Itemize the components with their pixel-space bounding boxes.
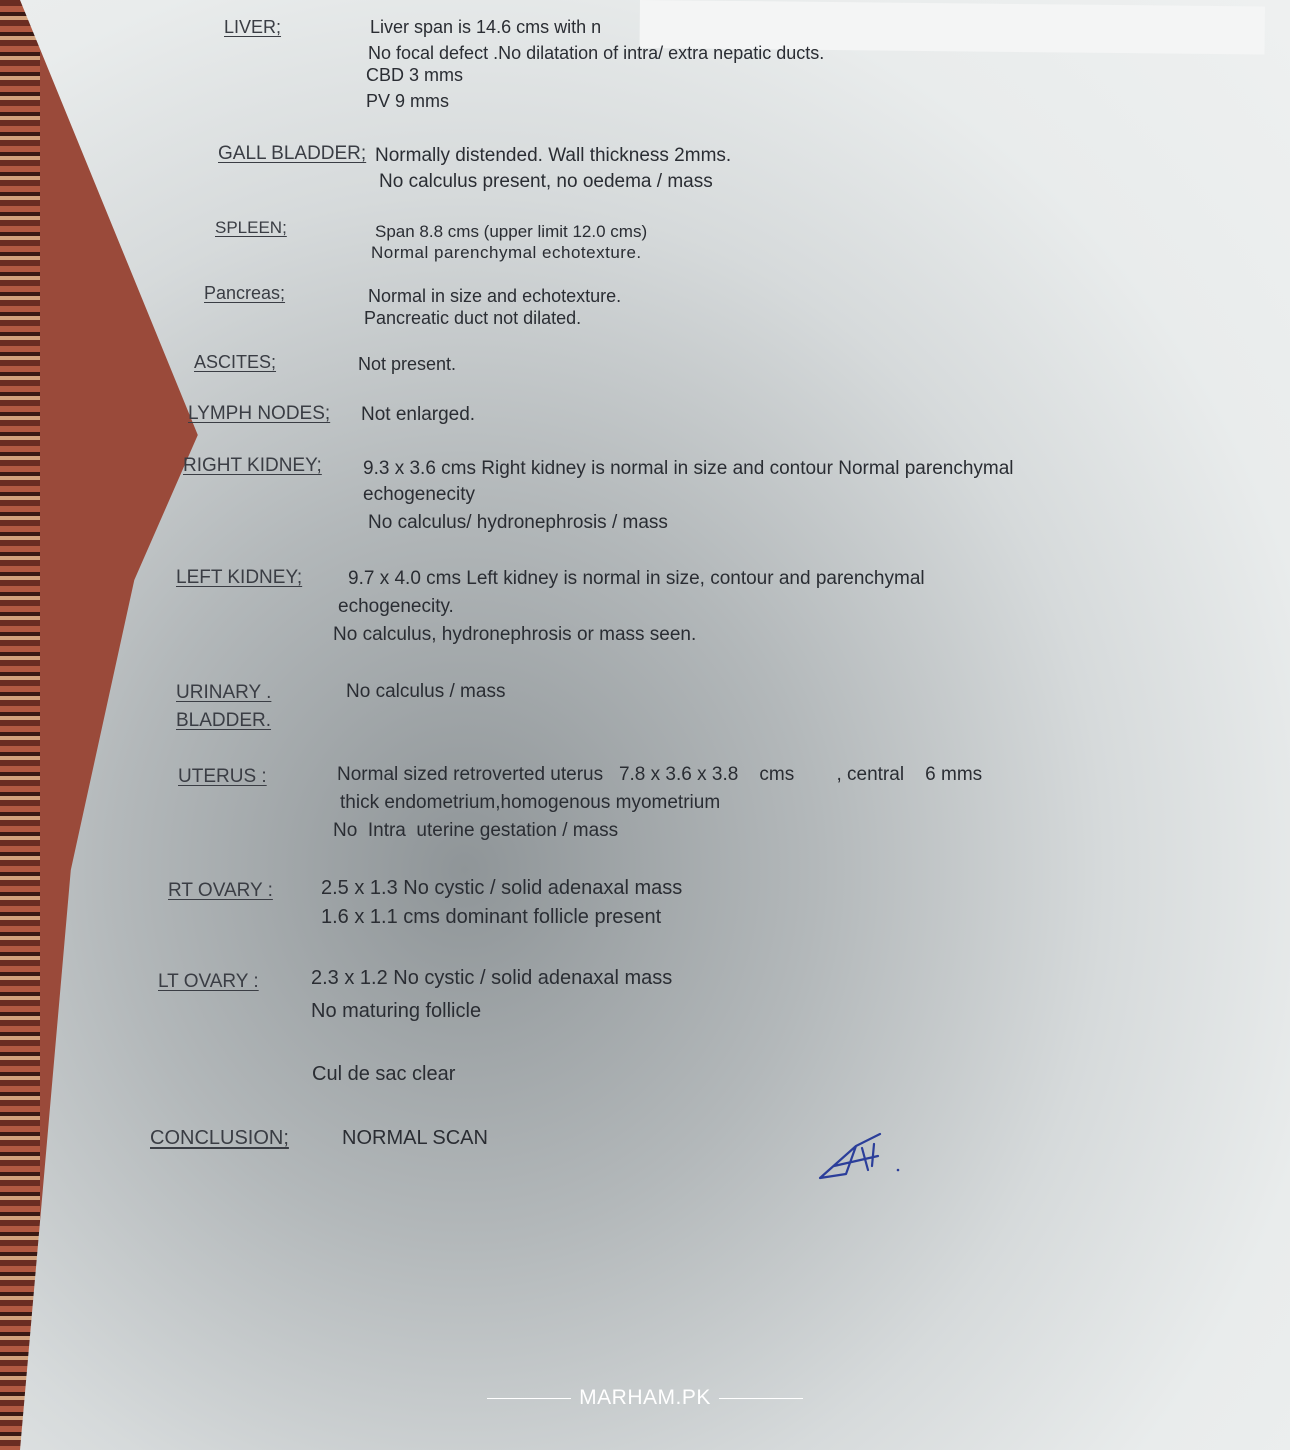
watermark-rule-right <box>719 1398 803 1399</box>
spleen-label: SPLEEN; <box>215 218 287 237</box>
uterus-line-2: thick endometrium,homogenous myometrium <box>340 792 721 813</box>
rt-ovary-label: RT OVARY : <box>168 880 273 901</box>
liver-line-1: Liver span is 14.6 cms with n <box>370 17 602 37</box>
left-kidney-line-3: No calculus, hydronephrosis or mass seen. <box>333 624 697 645</box>
liver-label: LIVER; <box>224 17 282 37</box>
left-kidney-line-2: echogenecity. <box>338 596 454 617</box>
uterus-label: UTERUS : <box>178 766 267 787</box>
right-kidney-label: RIGHT KIDNEY; <box>183 455 322 476</box>
spleen-line-2: Normal parenchymal echotexture. <box>371 243 642 262</box>
gall-bladder-line-2: No calculus present, no oedema / mass <box>379 171 713 192</box>
urinary-bladder-label-2: BLADDER. <box>176 710 272 731</box>
lt-ovary-line-2: No maturing follicle <box>311 1000 482 1022</box>
right-kidney-line-2: echogenecity <box>363 484 475 505</box>
uterus-line-1: Normal sized retroverted uterus 7.8 x 3.6 x 3.8 cms , central 6 mms <box>337 764 983 785</box>
ascites-value: Not present. <box>358 354 457 374</box>
conclusion-value: NORMAL SCAN <box>342 1127 488 1149</box>
liver-line-4: PV 9 mms <box>366 91 450 111</box>
watermark <box>0 1386 1290 1410</box>
watermark-rule-left <box>487 1398 571 1399</box>
rt-ovary-line-2: 1.6 x 1.1 cms dominant follicle present <box>321 906 662 928</box>
uterus-line-3: No Intra uterine gestation / mass <box>333 820 619 841</box>
background-fabric-left <box>0 0 40 1450</box>
pancreas-line-2: Pancreatic duct not dilated. <box>364 308 582 328</box>
watermark-text: MARHAM.PK <box>579 1386 711 1409</box>
left-kidney-line-1: 9.7 x 4.0 cms Left kidney is normal in size, contour and parenchymal <box>348 568 925 589</box>
lymph-nodes-value: Not enlarged. <box>361 404 476 425</box>
urinary-bladder-value: No calculus / mass <box>346 681 506 702</box>
liver-line-2: No focal defect .No dilatation of intra/ extra nepatic ducts. <box>368 43 825 63</box>
lt-ovary-label: LT OVARY : <box>158 971 259 992</box>
right-kidney-line-3: No calculus/ hydronephrosis / mass <box>368 512 668 533</box>
liver-line-3: CBD 3 mms <box>366 65 464 85</box>
lt-ovary-line-1: 2.3 x 1.2 No cystic / solid adenaxal mass <box>311 967 673 989</box>
urinary-bladder-label-1: URINARY . <box>176 682 272 703</box>
pancreas-label: Pancreas; <box>204 283 286 303</box>
conclusion-label: CONCLUSION; <box>150 1127 289 1149</box>
spleen-line-1: Span 8.8 cms (upper limit 12.0 cms) <box>375 222 648 241</box>
rt-ovary-line-1: 2.5 x 1.3 No cystic / solid adenaxal mass <box>321 877 683 899</box>
gall-bladder-label: GALL BLADDER; <box>218 143 367 164</box>
lymph-nodes-label: LYMPH NODES; <box>188 403 331 424</box>
left-kidney-label: LEFT KIDNEY; <box>176 567 303 588</box>
signature-mark <box>812 1126 902 1186</box>
cul-de-sac-line: Cul de sac clear <box>312 1063 456 1085</box>
gall-bladder-line-1: Normally distended. Wall thickness 2mms. <box>375 145 732 166</box>
right-kidney-line-1: 9.3 x 3.6 cms Right kidney is normal in size and contour Normal parenchymal <box>363 458 1014 479</box>
pancreas-line-1: Normal in size and echotexture. <box>368 286 622 306</box>
ascites-label: ASCITES; <box>194 352 277 372</box>
